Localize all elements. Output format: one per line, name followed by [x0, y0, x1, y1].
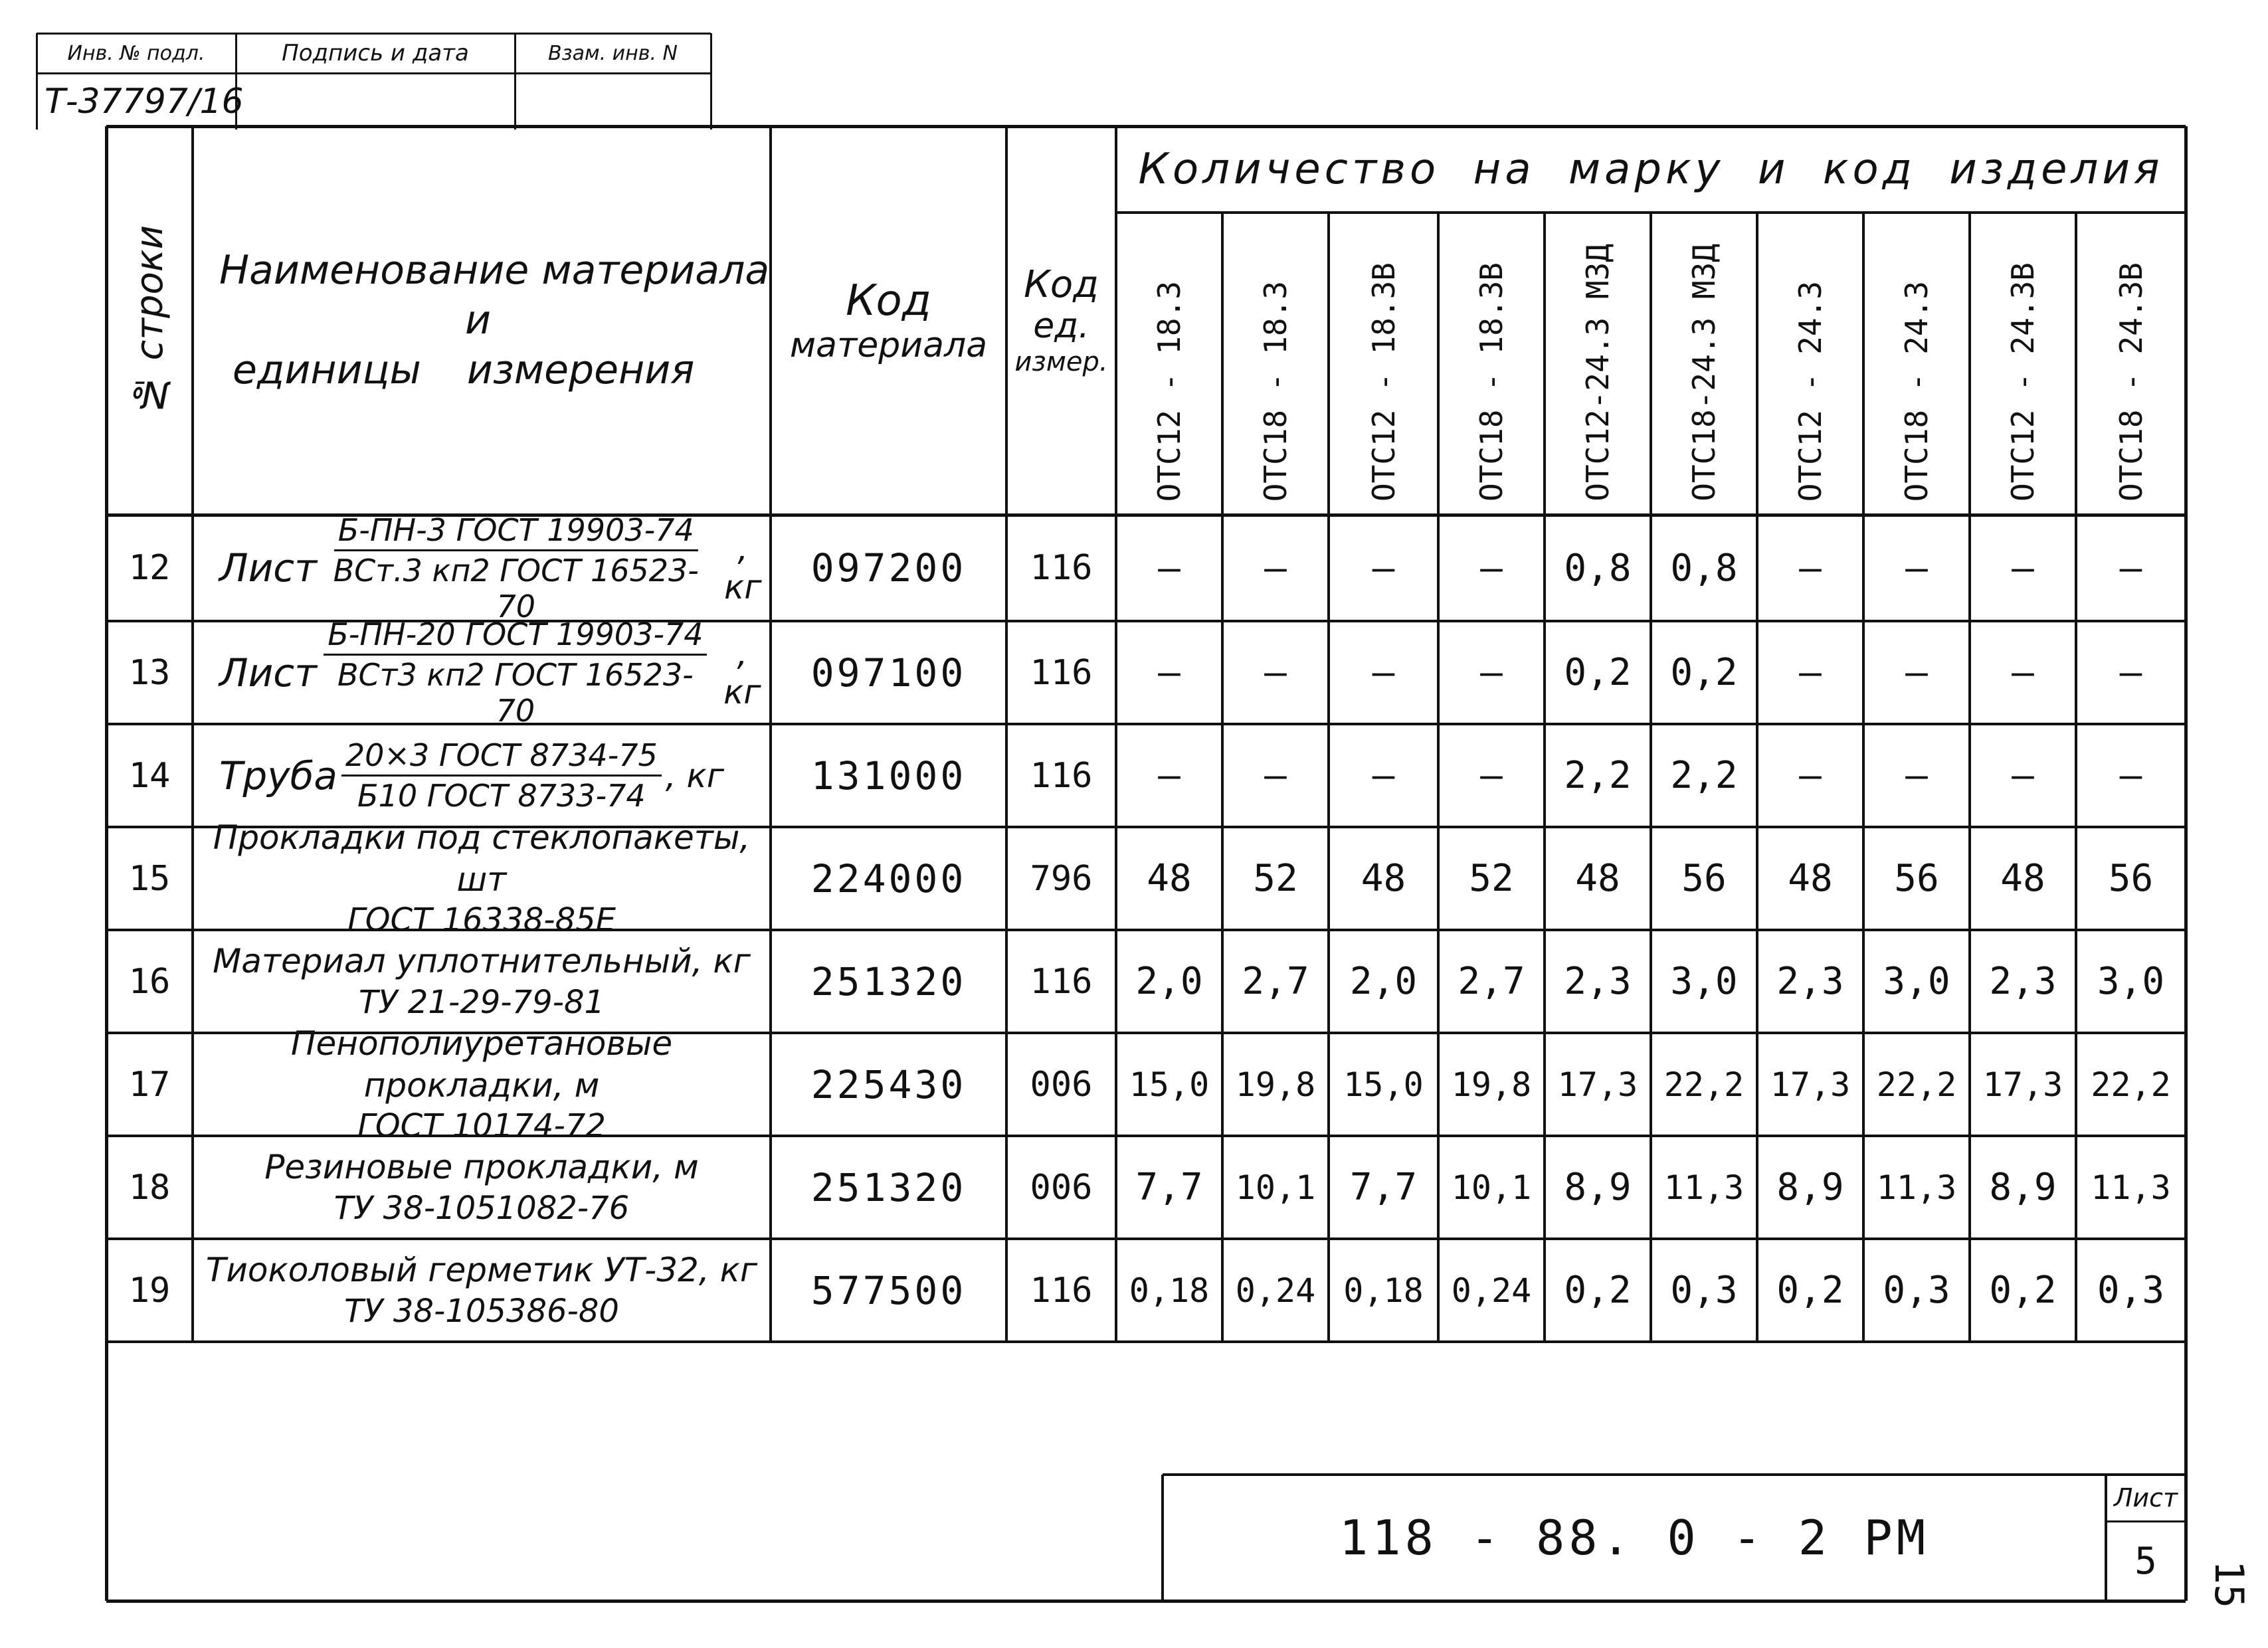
unit-code-cell — [1006, 1033, 1116, 1136]
quantity-cell — [1329, 515, 1438, 621]
unit-code-text: 006 — [1030, 1167, 1093, 1208]
material-code-text: 225430 — [810, 1061, 967, 1107]
quantity-value: – — [1799, 546, 1822, 590]
product-header-1 — [1116, 213, 1222, 515]
quantity-cell — [1651, 724, 1757, 827]
material-name-line1: Пенополиуретановые прокладки, м — [290, 1024, 673, 1105]
quantity-cell — [1863, 621, 1970, 724]
quantity-value: 3,0 — [1670, 960, 1738, 1003]
quantity-value: 0,8 — [1670, 546, 1738, 590]
quantity-value: 17,3 — [1982, 1065, 2063, 1104]
quantity-value: 11,3 — [1876, 1168, 1957, 1207]
quantity-value: 17,3 — [1770, 1065, 1851, 1104]
material-code-cell — [771, 930, 1006, 1033]
row-number-text: 14 — [128, 755, 171, 796]
material-name-cell — [193, 818, 771, 939]
quantity-cell — [1116, 1033, 1222, 1136]
material-name-line2: ГОСТ 10174-72 — [357, 1107, 606, 1144]
quantity-value: 0,3 — [2097, 1269, 2165, 1312]
quantity-cell — [1863, 827, 1970, 930]
quantity-cell — [1757, 621, 1863, 724]
unit-code-text: 006 — [1030, 1064, 1093, 1105]
quantity-cell — [2076, 1239, 2186, 1342]
quantity-value: 11,3 — [1663, 1168, 1745, 1207]
quantity-cell — [2076, 930, 2186, 1033]
quantity-value: 15,0 — [1343, 1065, 1424, 1104]
material-code-cell — [771, 621, 1006, 724]
quantity-value: 48 — [1788, 857, 1833, 900]
quantity-value: 2,2 — [1564, 754, 1632, 797]
material-code-header-line2: материала — [789, 325, 988, 365]
name-header-line1: Наименование материала — [219, 247, 770, 294]
material-code-cell — [771, 1239, 1006, 1342]
quantity-value: 2,0 — [1135, 960, 1203, 1003]
product-header-5 — [1545, 213, 1651, 515]
product-code-text: ОТС12 - 18.3В — [1365, 262, 1402, 502]
quantity-cell — [1757, 1136, 1863, 1239]
quantity-cell — [1438, 515, 1545, 621]
quantity-value: 0,24 — [1235, 1271, 1316, 1310]
quantity-cell — [1329, 621, 1438, 724]
stamp-label-signature — [236, 33, 515, 73]
quantity-value: 0,2 — [1564, 1269, 1632, 1312]
material-unit-suffix: , кг — [723, 634, 761, 711]
unit-code-text: 116 — [1030, 755, 1093, 796]
quantity-cell — [1222, 724, 1329, 827]
quantity-cell — [1757, 1239, 1863, 1342]
material-name-line1: Материал уплотнительный, кг — [213, 942, 751, 981]
header-material-code — [771, 126, 1006, 515]
quantity-value: 2,2 — [1670, 754, 1738, 797]
quantity-value: 0,2 — [1564, 651, 1632, 694]
header-quantity — [1116, 126, 2186, 213]
quantity-value: – — [1158, 754, 1181, 797]
row-number-text: 19 — [128, 1270, 171, 1311]
material-name-prefix: Лист — [219, 650, 317, 695]
product-header-8 — [1863, 213, 1970, 515]
fraction-numerator: 20×3 ГОСТ 8734-75 — [341, 737, 662, 777]
quantity-cell — [1757, 1033, 1863, 1136]
material-name-cell — [193, 511, 771, 624]
material-spec-fraction — [321, 616, 710, 729]
product-header-4 — [1438, 213, 1545, 515]
stamp-label-text: Подпись и дата — [282, 40, 469, 66]
material-name-cell — [193, 1239, 771, 1342]
product-code-text: ОТС18-24.3 МЗД — [1686, 244, 1722, 502]
product-code-text: ОТС12 - 18.3 — [1151, 280, 1187, 502]
material-code-cell — [771, 724, 1006, 827]
header-unit-code — [1006, 126, 1116, 515]
material-name-line2: ТУ 21-29-79-81 — [358, 983, 605, 1021]
quantity-value: 0,8 — [1564, 546, 1632, 590]
quantity-value: 2,3 — [1776, 960, 1844, 1003]
unit-code-header-line2: ед. — [1033, 306, 1089, 346]
row-number-text: 16 — [128, 961, 171, 1002]
unit-code-cell — [1006, 930, 1116, 1033]
product-code-text: ОТС12 - 24.3 — [1792, 280, 1828, 502]
material-code-text: 224000 — [810, 856, 967, 901]
fraction-numerator: Б-ПН-3 ГОСТ 19903-74 — [334, 512, 698, 551]
quantity-cell — [1545, 1033, 1651, 1136]
quantity-value: – — [1905, 651, 1928, 694]
unit-code-text: 116 — [1030, 1270, 1093, 1311]
quantity-value: – — [2119, 546, 2142, 590]
quantity-cell — [1545, 515, 1651, 621]
document-designation — [1163, 1475, 2106, 1601]
product-code-text: ОТС18 - 18.3В — [1473, 262, 1509, 502]
quantity-value: – — [1799, 651, 1822, 694]
name-header-line3: единицы измерения — [233, 347, 695, 393]
quantity-cell — [1545, 1239, 1651, 1342]
quantity-value: 2,3 — [1564, 960, 1632, 1003]
row-number-cell — [106, 1239, 193, 1342]
material-name-cell — [193, 1024, 771, 1144]
quantity-value: – — [1264, 546, 1287, 590]
quantity-cell — [1116, 1136, 1222, 1239]
sheet-label-text: Лист — [2113, 1483, 2178, 1512]
quantity-value: 17,3 — [1557, 1065, 1638, 1104]
quantity-cell — [1545, 1136, 1651, 1239]
quantity-value: – — [1372, 546, 1395, 590]
material-name-prefix: Лист — [219, 545, 317, 591]
quantity-cell — [1329, 1239, 1438, 1342]
unit-code-cell — [1006, 1136, 1116, 1239]
quantity-cell — [1116, 827, 1222, 930]
quantity-cell — [1651, 621, 1757, 724]
quantity-value: 52 — [1253, 857, 1298, 900]
unit-code-header-line1: Код — [1024, 263, 1099, 307]
material-code-cell — [771, 827, 1006, 930]
material-name-line2: ТУ 38-1051082-76 — [333, 1189, 630, 1227]
quantity-value: 7,7 — [1349, 1166, 1418, 1209]
quantity-cell — [1863, 930, 1970, 1033]
quantity-cell — [1863, 1136, 1970, 1239]
page-number — [2199, 1528, 2259, 1641]
quantity-cell — [1438, 1136, 1545, 1239]
quantity-cell — [1329, 1033, 1438, 1136]
quantity-value: – — [2119, 754, 2142, 797]
quantity-cell — [1116, 1239, 1222, 1342]
quantity-value: 22,2 — [1876, 1065, 1957, 1104]
quantity-value: – — [2012, 754, 2034, 797]
quantity-value: 0,3 — [1670, 1269, 1738, 1312]
quantity-value: 0,2 — [1670, 651, 1738, 694]
quantity-value: 19,8 — [1235, 1065, 1316, 1104]
quantity-cell — [1545, 930, 1651, 1033]
unit-code-header-line3: измер. — [1014, 346, 1108, 377]
quantity-value: – — [1158, 546, 1181, 590]
stamp-label-text: Взам. инв. N — [548, 41, 678, 65]
quantity-value: 52 — [1469, 857, 1514, 900]
product-header-3 — [1329, 213, 1438, 515]
product-header-2 — [1222, 213, 1329, 515]
fraction-denominator: Б10 ГОСТ 8733-74 — [357, 778, 646, 814]
quantity-cell — [1863, 1239, 1970, 1342]
quantity-cell — [1222, 621, 1329, 724]
quantity-cell — [1970, 827, 2076, 930]
unit-code-cell — [1006, 1239, 1116, 1342]
material-code-text: 131000 — [810, 753, 967, 798]
product-header-7 — [1757, 213, 1863, 515]
material-name-line1: Тиоколовый герметик УТ-32, кг — [205, 1251, 758, 1290]
quantity-cell — [1116, 621, 1222, 724]
quantity-value: – — [1905, 754, 1928, 797]
row-number-text: 18 — [128, 1167, 171, 1208]
quantity-cell — [1863, 724, 1970, 827]
quantity-cell — [1329, 724, 1438, 827]
material-name-line1: Прокладки под стеклопакеты, шт — [213, 818, 751, 899]
quantity-cell — [1116, 930, 1222, 1033]
stamp-label-text: Инв. № подл. — [67, 41, 205, 65]
quantity-cell — [1757, 930, 1863, 1033]
quantity-cell — [2076, 621, 2186, 724]
quantity-cell — [1757, 515, 1863, 621]
fraction-denominator: ВСт3 кп2 ГОСТ 16523-70 — [337, 657, 694, 729]
fraction-numerator: Б-ПН-20 ГОСТ 19903-74 — [324, 616, 707, 656]
material-code-cell — [771, 1033, 1006, 1136]
quantity-cell — [1329, 1136, 1438, 1239]
material-code-text: 097200 — [810, 545, 967, 591]
quantity-cell — [2076, 1033, 2186, 1136]
sheet-label — [2106, 1475, 2186, 1521]
unit-code-text: 116 — [1030, 548, 1093, 588]
quantity-cell — [1222, 1136, 1329, 1239]
unit-code-text: 796 — [1030, 858, 1093, 899]
quantity-cell — [1970, 515, 2076, 621]
material-code-cell — [771, 1136, 1006, 1239]
quantity-cell — [1970, 1239, 2076, 1342]
unit-code-text: 116 — [1030, 652, 1093, 693]
quantity-cell — [1438, 827, 1545, 930]
quantity-value: 8,9 — [1564, 1166, 1632, 1209]
quantity-cell — [1757, 724, 1863, 827]
product-code-text: ОТС12-24.3 МЗД — [1580, 244, 1616, 502]
quantity-value: 2,7 — [1242, 960, 1309, 1003]
material-name-cell — [193, 930, 771, 1033]
quantity-cell — [1438, 1239, 1545, 1342]
quantity-value: 10,1 — [1451, 1168, 1532, 1207]
quantity-value: 3,0 — [2097, 960, 2165, 1003]
quantity-cell — [1863, 1033, 1970, 1136]
quantity-cell — [1116, 724, 1222, 827]
quantity-value: 8,9 — [1776, 1166, 1844, 1209]
material-unit-suffix: , кг — [665, 756, 724, 795]
page-number-text: 15 — [2206, 1560, 2252, 1609]
quantity-value: – — [1480, 651, 1503, 694]
quantity-cell — [1970, 1136, 2076, 1239]
row-number-header-text: № строки — [128, 225, 171, 416]
quantity-cell — [1970, 1033, 2076, 1136]
quantity-cell — [1970, 724, 2076, 827]
quantity-cell — [1651, 930, 1757, 1033]
quantity-cell — [1438, 930, 1545, 1033]
sheet-number — [2106, 1521, 2186, 1601]
quantity-cell — [1116, 515, 1222, 621]
quantity-cell — [1329, 930, 1438, 1033]
quantity-value: – — [1264, 754, 1287, 797]
quantity-cell — [1329, 827, 1438, 930]
quantity-value: 2,7 — [1458, 960, 1525, 1003]
quantity-value: 48 — [2000, 857, 2045, 900]
row-number-cell — [106, 1033, 193, 1136]
material-name-line1: Резиновые прокладки, м — [264, 1148, 699, 1187]
material-code-cell — [771, 515, 1006, 621]
quantity-value: 2,3 — [1989, 960, 2057, 1003]
name-header-line2: и — [465, 297, 491, 343]
header-material-name — [193, 126, 771, 515]
material-code-text: 251320 — [810, 1164, 967, 1210]
product-code-text: ОТС18 - 24.3 — [1899, 280, 1935, 502]
quantity-value: – — [2012, 651, 2034, 694]
quantity-cell — [1438, 621, 1545, 724]
quantity-cell — [1651, 1239, 1757, 1342]
fraction-denominator: ВСт.3 кп2 ГОСТ 16523-70 — [333, 552, 699, 624]
quantity-cell — [1545, 827, 1651, 930]
material-spec-fraction — [341, 737, 662, 814]
quantity-cell — [2076, 1136, 2186, 1239]
quantity-value: 22,2 — [1663, 1065, 1745, 1104]
quantity-value: 2,0 — [1349, 960, 1418, 1003]
quantity-cell — [1222, 1239, 1329, 1342]
material-code-text: 577500 — [810, 1267, 967, 1313]
quantity-value: 56 — [1894, 857, 1939, 900]
quantity-value: 15,0 — [1129, 1065, 1210, 1104]
quantity-cell — [1438, 1033, 1545, 1136]
stamp-inv-number — [37, 73, 262, 130]
product-header-10 — [2076, 213, 2186, 515]
quantity-header-text: Количество на марку и код изделия — [1138, 145, 2164, 194]
row-number-cell — [106, 930, 193, 1033]
quantity-cell — [1545, 724, 1651, 827]
unit-code-cell — [1006, 724, 1116, 827]
quantity-value: 0,24 — [1451, 1271, 1532, 1310]
quantity-value: 8,9 — [1989, 1166, 2057, 1209]
quantity-value: 11,3 — [2091, 1168, 2171, 1207]
quantity-cell — [2076, 724, 2186, 827]
quantity-value: – — [1264, 651, 1287, 694]
material-code-text: 251320 — [810, 959, 967, 1004]
header-row-number — [106, 126, 193, 515]
row-number-text: 12 — [128, 548, 171, 588]
quantity-value: 0,2 — [1989, 1269, 2057, 1312]
quantity-value: – — [1158, 651, 1181, 694]
material-name-cell — [193, 616, 771, 729]
unit-code-cell — [1006, 827, 1116, 930]
quantity-cell — [1222, 515, 1329, 621]
quantity-value: – — [1480, 754, 1503, 797]
quantity-cell — [1222, 1033, 1329, 1136]
quantity-value: 22,2 — [2091, 1065, 2171, 1104]
unit-code-text: 116 — [1030, 961, 1093, 1002]
product-code-text: ОТС18 - 24.3В — [2113, 262, 2149, 502]
quantity-value: 7,7 — [1135, 1166, 1203, 1209]
quantity-value: 48 — [1575, 857, 1620, 900]
row-number-cell — [106, 724, 193, 827]
material-unit-suffix: , кг — [724, 529, 762, 606]
sheet-number-text: 5 — [2134, 1539, 2157, 1583]
quantity-value: – — [2119, 651, 2142, 694]
material-name-prefix: Труба — [219, 753, 337, 798]
quantity-value: 56 — [2108, 857, 2154, 900]
material-name-cell — [193, 1136, 771, 1239]
product-code-text: ОТС18 - 18.3 — [1258, 280, 1293, 502]
quantity-value: – — [1799, 754, 1822, 797]
quantity-value: 0,3 — [1883, 1269, 1950, 1312]
quantity-value: 0,18 — [1343, 1271, 1424, 1310]
row-number-cell — [106, 621, 193, 724]
product-code-text: ОТС12 - 24.3В — [2005, 262, 2041, 502]
quantity-value: 0,2 — [1776, 1269, 1844, 1312]
quantity-cell — [1651, 1136, 1757, 1239]
quantity-value: – — [1905, 546, 1928, 590]
material-spec-fraction — [321, 512, 711, 624]
stamp-label-replaced — [515, 33, 711, 73]
quantity-value: 48 — [1147, 857, 1192, 900]
quantity-cell — [1863, 515, 1970, 621]
inv-number-text: Т-37797/16 — [45, 81, 244, 122]
product-header-6 — [1651, 213, 1757, 515]
quantity-cell — [1970, 621, 2076, 724]
quantity-value: – — [2012, 546, 2034, 590]
material-code-text: 097100 — [810, 650, 967, 695]
designation-text: 118 - 88. 0 - 2 РМ — [1339, 1510, 1930, 1566]
quantity-cell — [1438, 724, 1545, 827]
quantity-cell — [1757, 827, 1863, 930]
quantity-value: 19,8 — [1451, 1065, 1532, 1104]
material-name-line2: ТУ 38-105386-80 — [344, 1292, 619, 1330]
row-number-text: 15 — [128, 858, 171, 899]
row-number-cell — [106, 827, 193, 930]
quantity-cell — [1651, 1033, 1757, 1136]
quantity-value: 56 — [1681, 857, 1727, 900]
row-number-cell — [106, 515, 193, 621]
quantity-cell — [2076, 827, 2186, 930]
quantity-cell — [1651, 515, 1757, 621]
material-name-cell — [193, 724, 771, 827]
quantity-value: 10,1 — [1235, 1168, 1316, 1207]
row-number-text: 13 — [128, 652, 171, 693]
quantity-value: – — [1372, 651, 1395, 694]
quantity-cell — [2076, 515, 2186, 621]
quantity-value: – — [1372, 754, 1395, 797]
stamp-label-inv — [37, 33, 236, 73]
unit-code-cell — [1006, 621, 1116, 724]
quantity-cell — [1651, 827, 1757, 930]
quantity-cell — [1970, 930, 2076, 1033]
quantity-value: – — [1480, 546, 1503, 590]
quantity-value: 3,0 — [1883, 960, 1950, 1003]
row-number-cell — [106, 1136, 193, 1239]
quantity-cell — [1222, 930, 1329, 1033]
row-number-text: 17 — [128, 1064, 171, 1105]
material-code-header-line1: Код — [846, 276, 931, 325]
unit-code-cell — [1006, 515, 1116, 621]
product-header-9 — [1970, 213, 2076, 515]
quantity-value: 0,18 — [1129, 1271, 1210, 1310]
quantity-value: 48 — [1361, 857, 1406, 900]
quantity-cell — [1545, 621, 1651, 724]
quantity-cell — [1222, 827, 1329, 930]
material-name-line2: ГОСТ 16338-85Е — [347, 901, 616, 939]
